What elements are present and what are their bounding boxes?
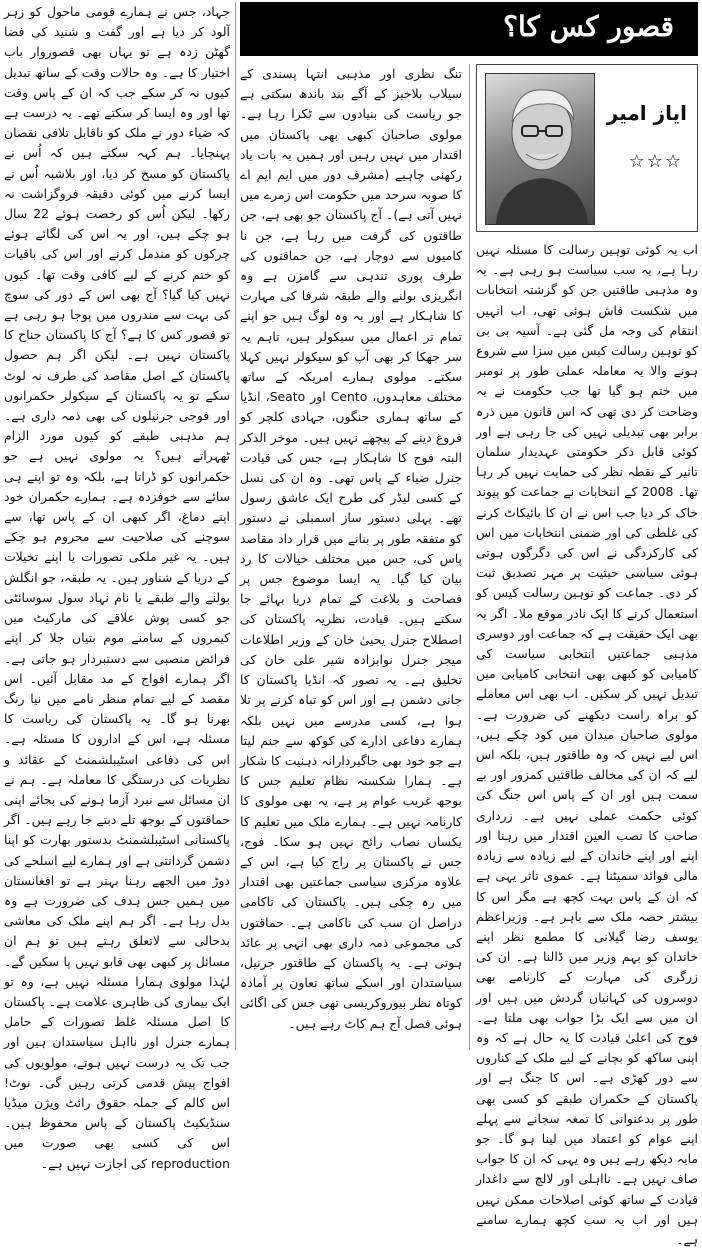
article-text-middle: تنگ نظری اور مذہبی انتہا پسندی کے سیلاب بلاخیز کے آگے بند باندھ سکتی ہے جو ریاست کی بنیادوں سے ٹکرا رہا ہے۔ مولوی صاحبان کبھی بھی پاکستان میں اقتدار میں نہیں رہیں اور ہمیں یہ بات یاد رکھنی چاہیے (مشرف دور میں ایم ایم اے کا صوبہ سرحد میں حکومت اس زمرے میں نہیں آتی ہے)۔ آج پاکستان جو بھی ہے، جن طاقتوں کی گرفت میں رہا ہے، جن نا کامیوں سے دوچار ہے، جن حماقتوں کی طرف پوری تندہی سے گامزن ہے وہ انگریزی بولنے والے طبقہ شرفا کی مہارت کا شاہکار ہے اور یہ وہ لوگ ہیں جو اپنے تمام تر اعمال میں سیکولر ہیں، تاہم یہ سر جھکا کر بھی آپ کو سیکولر نہیں کہلا سکتے۔ مولوی ہمارے امریکہ کے ساتھ مختلف معاہدوں، Cento اور Seato، انڈیا کے ساتھ ہماری جنگوں، جہادی کلچر کو فروغ دینے کے پیچھے نہیں ہیں۔ موخر الذکر البتہ فوج کا شاہکار ہے، جس کی قیادت جنرل ضیاء کے پاس تھی۔ وہ ان کی نسل کے کسی لیڈر کی طرح ایک عاشق رسول تھے۔ پہلی دستور ساز اسمبلی نے دستور کو متفقہ طور پر بنانے میں قرار داد مقاصد پاس کی، جس میں مختلف خیالات کا رد بیان کیا گیا۔ یہ ایسا موضوع جس پر فصاحت و بلاغت کے تمام دریا بہائے جا سکتے ہیں۔ قیادت، نظریہ پاکستان کی اصطلاح جنرل یحییٰ خان کے وزیر اطلاعات میجر جنرل نوابزادہ شیر علی خان کی تخلیق ہے۔ یہ تصور کہ انڈیا پاکستان کا جانی دشمن ہے اور اس کو تباہ کرنے پر تلا ہوا ہے، کسی مدرسے میں نہیں بلکہ ہمارے دفاعی ادارے کی کوکھ سے جنم لیتا ہے جو خود بھی جاگیردارانہ ذہنیت کا شکار ہے۔ ہمارا شکستہ نظام تعلیم جس کا بوجھ غریب عوام پر ہے، یہ بھی مولوی کا کارنامہ نہیں ہے۔ ہمارے ملک میں تعلیم کا یکساں نصاب رائج نہیں ہو سکا۔ فوج، جس نے پاکستان پر راج کیا ہے، اس کے علاوہ مرکزی سیاسی جماعتیں بھی اقتدار میں رہ چکی ہیں۔ پاکستان کی ناکامی دراصل ان سب کی ناکامی ہے۔ حماقتوں کی مجموعی ذمہ داری بھی انہی پر عائد ہوتی ہے۔ یہ پاکستان کے طاقتور جرنیل، سیاستدان اور اسکے ساتھ تعاون پر آمادہ کوتاہ نظر بیوروکریسی تھی جس کی اگائی ہوئی فصل آج ہم کاٹ رہے ہیں۔: [240, 66, 462, 1031]
page-title: قصور کس کا؟: [503, 10, 674, 43]
author-rating-stars: ☆☆☆: [628, 151, 683, 172]
article-column-left: [4, 2, 230, 1171]
article-column-middle: [240, 64, 462, 1050]
title-banner: [240, 2, 698, 56]
author-photo: [485, 73, 595, 225]
article-text-right: اب یہ کوئی توہین رسالت کا مسئلہ نہیں رہا ہے، یہ سب سیاست ہو رہی ہے۔ یہ وہ مذہبی طاقتیں جن کو گزشتہ انتخابات میں شکست فاش ہوئی تھی، اب انہیں انتقام کی وجہ مل گئی ہے۔ آسیہ بی بی کو توہین رسالت کیس میں سزا سے شروع ہونے والا یہ معاملہ عملی طور پر نومبر میں ختم ہو گیا تھا جب حکومت نے یہ وضاحت کر دی تھی کہ اس قانون میں ذرہ برابر بھی تبدیلی نہیں کی جا رہی ہے اور کوئی قابل ذکر حکومتی عہدیدار سلمان تاثیر کے نقطہ نظر کی حمایت نہیں کر رہا تھا۔ 2008 کے انتخابات نے جماعت کو پیوند خاک کر دیا جب اس نے ان کا بائیکاٹ کرنے کی غلطی کی اور ضمنی انتخابات میں اس کی کارکردگی نے اس کی دگرگوں ہوتی ہوئی سیاسی حیثیت پر مہر تصدیق ثبت کر دی۔ جماعت کو توہین رسالت کیس کو استعمال کرنے کا ایک نادر موقع ملا۔ اگر یہ بھی ایک حقیقت ہے کہ جماعت اور دوسری مذہبی جماعتیں انتخابی سیاست کی کامیابی کو کبھی بھی انتخابی کامیابی میں تبدیل نہیں کر سکیں۔ اب بھی اس معاملے کو براہ راست دیکھنے کی ضرورت ہے۔ مولوی صاحبان میدان میں کود چکے ہیں، اس لیے نہیں کہ وہ طاقتور ہیں، بلکہ اس لیے کہ ان کی مخالف طاقتیں کمزور اور بے سمت ہیں اور ان کے پاس اس جنگ کی کوئی حکمت عملی نہیں ہے۔ زرداری صاحب کا نصب العین اقتدار میں رہنا اور اپنے اور اپنے خاندان کے لیے زیادہ سے زیادہ مالی فوائد سمیٹنا ہے۔ عموی تاثر یہی ہے کہ ان کے پاس بہت کچھ ہے مگر اس کا بیشتر حصہ ملک سے باہر ہے۔ وزیراعظم یوسف رضا گیلانی کا مطمع نظر اپنے خاندان کو بہم وزیر میں ڈالنا ہے۔ ان کی زرگری کی مہارت کے کارنامے بھی دوسروں کی کہانیاں گردش میں ہیں اور ان میں سے ایک بڑا جواب بھی ملتا ہے۔ فوج کی اعلیٰ قیادت کا یہ حال ہے کہ وہ اپنی ساکھ کو بچانے کے لیے ملک کے کناروں سے دور کھڑی ہے۔ اس کا جنگ ہے اور پاکستان کے حکمران طبقے کو کسی بھی طور پر بدعنوانی کا تمغہ سجانے سے پہلے اپنے عوام کو اعتماد میں لینا ہو گا۔ جو مایہ دیکھ رہے ہیں وہ یہی کہ ان کا جواب صاف نہیں ہے۔ نااہلی اور لالچ سے داغدار قیادت کے ساتھ کوئی اصلاحات ممکن نہیں ہیں اور اب یہ سب کچھ ہمارے سامنے ہے۔: [476, 242, 698, 1247]
author-box: [476, 64, 698, 232]
article-text-left: جہاد، جس نے ہمارے قومی ماحول کو زہر آلود کر دیا ہے اور گفت و شنید کی فضا گھٹن زدہ ہے تو یہاں بھی قصوروار باب اختیار کا ہے۔ وہ حالات وقت کے ساتھ تبدیل کیوں نہ کر سکے جب کہ ان کے پاس وقت تھا اور وہ ایسا کر سکتے تھے۔ یہ درست ہے کہ ضیاء دور نے ملک کو ناقابل تلافی نقصان پہنچایا۔ ہم کہہ سکتے ہیں کہ اُس نے پاکستان کو مسخ کر دیا، اور بلاشبہ اُس نے ایسا کرنے میں کوئی دقیقہ فروگزاشت نہ رکھا۔ لیکن اُس کو رخصت ہوئے 22 سال ہو چکے ہیں، اور یہ اس کی لگائے ہوئے چرکوں کو مندمل کرنے اور اس کی باقیات کو ختم کرنے کے لیے کافی وقت تھا۔ کیوں نہیں کیا گیا؟ آج بھی اس کے دور کی سوچ کی بہت سے مندروں میں پوجا ہو رہی ہے تو قصور کس کا ہے؟ آج کا پاکستان جناح کا پاکستان نہیں ہے۔ لیکن اگر ہم حصول پاکستان کے اصل مقاصد کی طرف نہ لوٹ سکے تو یہ پاکستان کے سیکولر حکمرانوں اور فوجی جرنیلوں کی بھی ذمہ داری ہے۔ ہم مذہبی طبقے کو کیوں مورد الزام ٹھہراتے ہیں؟ یہ مولوی نہیں ہے جو حکمرانوں کو ڈراتا ہے، بلکہ وہ تو اپنے ہی سائے سے خوفزدہ ہے۔ ہمارے حکمران خود اپنے دماغ، اگر کبھی ان کے پاس تھا، سے سوچنے کی صلاحیت سے محروم ہو چکے ہیں۔ یہ غیر ملکی تصورات یا اپنے تخیلات کے دریا کے شناور ہیں۔ یہ طبقہ، جو انگلش بولنے والے طبقے یا نام نہاد سول سوسائٹی جو کسی پوش علاقے کی مارکیٹ میں کیمروں کے سامنے موم بتیاں جلا کر اپنے فرائض منصبی سے دستبردار ہو جاتی ہے۔ اگر ہمارے افواج کے مد مقابل آئیں۔ اس مقصد کے لیے تمام منظر نامے میں نیا رنگ بھرنا ہو گا۔ یہ پاکستان کی ریاست کا مسئلہ ہے، اس کے اداروں کا مسئلہ ہے۔ اس کی دفاعی اسٹیبلشمنٹ کے عقائد و نظریات کی درستگی کا معاملہ ہے۔ ہم نے ان مسائل سے نبرد آزما ہونے کی بجائے اپنی حماقتوں کے بوجھ تلے دبتے جا رہے ہیں۔ اگر پاکستانی اسٹیبلشمنٹ بدستور بھارت کو اپنا دشمن گردانتی ہے اور ہمارے لیے اسلحے کی دوڑ میں الجھے رہنا بہتر ہے تو افغانستان میں ہمیں جس ہدف کی ضرورت ہے وہ بدل رہا ہے۔ اگر ہم اپنے ملک کی معاشی بدحالی سے لاتعلق رہتے ہیں تو ہم ان مسائل پر کبھی بھی قابو نہیں پا سکیں گے۔ لہٰذا مولوی ہمارا مسئلہ نہیں ہے، وہ تو ایک بیماری کی ظاہری علامت ہے۔ پاکستان کا اصل مسئلہ غلط تصورات کے حامل ہمارے جنرل اور نااہل سیاستدان ہیں اور جب تک یہ درست نہیں ہوتے، مولویوں کی افواج پیش قدمی کرتی رہیں گی۔ نوٹ! اس کالم کے جملہ حقوق رائٹ ویژن میڈیا سنڈیکیٹ پاکستان کے پاس محفوظ ہیں۔ اس کی کسی بھی صورت میں reproduction کی اجازت نہیں ہے۔: [4, 4, 230, 1171]
column-divider-right: [469, 64, 470, 1050]
author-portrait-icon: [486, 74, 594, 224]
article-column-right: [476, 240, 698, 1247]
author-name: ایاز امیر: [606, 101, 687, 125]
column-divider-left: [235, 2, 236, 1050]
